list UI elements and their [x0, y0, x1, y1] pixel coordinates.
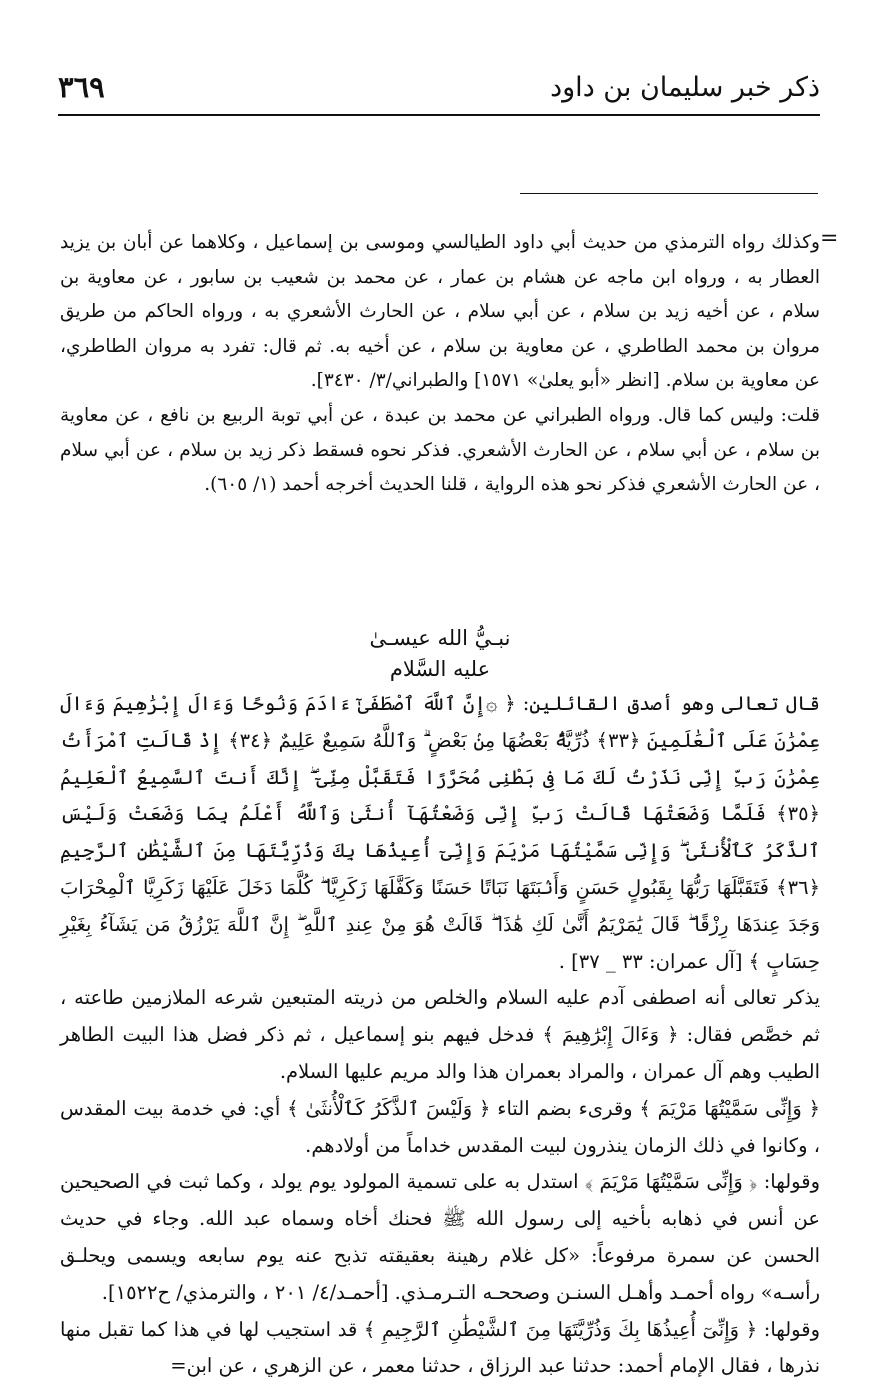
page-number: ٣٦٩	[58, 70, 105, 104]
section-title: نبـيُّ الله عيسـىٰ	[369, 626, 511, 650]
footnote-continuation-mark: =	[820, 226, 839, 251]
header-rule	[58, 114, 820, 116]
footnote-block	[60, 226, 820, 503]
body-paragraph-3: ﴿ وَإِنِّى سَمَّيْتُهَا مَرْيَمَ ﴾ وقرىء بضم التاء ﴿ وَلَيْسَ ٱلذَّكَرُ كَٱلْأُنثَىٰ ﴾ أي: في خدمة بيت المقدس ، وكانوا في ذلك الزمان ينذرون لبيت المقدس خداماً من أولادهم.	[60, 1096, 820, 1157]
footnote-paragraph-1: وكذلك رواه الترمذي من حديث أبي داود الطيالسي وموسى بن إسماعيل ، وكلاهما عن أبان بن يزيد العطار به ، ورواه ابن ماجه عن هشام بن عمار ، عن محمد بن شعيب بن سابور ، عن معاوية بن سلام ، عن أخيه زيد بن سلام ، عن أبي سلام ، عن الحارث الأشعري به ، ورواه الحاكم من طريق مروان بن محمد الطاطري ، عن معاوية بن سلام ، عن أخيه به. ثم قال: تفرد به مروان الطاطري، عن معاوية بن سلام. [انظر «أبو يعلىٰ» ١٥٧١] والطبراني/٣/ ٣٤٣٠].	[60, 232, 820, 392]
footnote-separator-rule	[520, 193, 818, 194]
footnote-paragraph-2: قلت: وليس كما قال. ورواه الطبراني عن محمد بن عبدة ، عن أبي توبة الربيع بن نافع ، عن معاوية بن سلام ، عن أبي سلام ، عن الحارث الأشعري. فذكر نحوه فسقط ذكر زيد بن سلام ، عن أبي سلام ، عن الحارث الأشعري فذكر نحو هذه الرواية ، قلنا الحديث أخرجه أحمد (١/ ٦٠٥).	[60, 404, 820, 496]
page-header	[58, 66, 820, 110]
section-subtitle: عليه السَّلام	[389, 657, 491, 681]
main-text-block	[60, 686, 820, 1385]
body-paragraph-5: وقولها: ﴿ وَإِنِّىٓ أُعِيذُهَا بِكَ وَذُرِّيَّتَهَا مِنَ ٱلشَّيْطَٰنِ ٱلرَّجِيمِ ﴾ قد استجيب لها في هذا كما تقبل منها نذرها ، فقال الإمام أحمد: حدثنا عبد الرزاق ، حدثنا معمر ، عن الزهري ، عن ابن=	[60, 1317, 820, 1378]
body-paragraph-4: وقولها: ﴿ وَإِنِّى سَمَّيْتُهَا مَرْيَمَ ﴾ استدل به على تسمية المولود يوم يولد ، وكما ثبت في الصحيحين عن أنس في ذهابه بأخيه إلى رسول الله ﷺ فحنك أخاه وسماه عبد الله. وجاء في حديث الحسن عن سمرة مرفوعاً: «كل غلام رهينة بعقيقته تذبح عنه يوم سابعه ويسمى ويحلـق رأسـه» رواه أحمـد وأهـل السنـن وصححـه التـرمـذي. [أحمـد/٤/ ٢٠١ ، والترمذي/ ح١٥٢٢].	[60, 1170, 820, 1304]
body-paragraph-1: قال تعالى وهو أصدق القائلين: ﴿ ۞إِنَّ ٱللَّهَ ٱصْطَفَىٰٓ ءَادَمَ وَنُوحًا وَءَالَ إِبْرَٰهِيمَ وَءَالَ عِمْرَٰنَ عَلَى ٱلْعَٰلَمِينَ ﴿٣٣﴾ ذُرِّيَّةًۢ بَعْضُهَا مِنۢ بَعْضٍ ۗ وَٱللَّهُ سَمِيعٌ عَلِيمٌ ﴿٣٤﴾ إِذْ قَالَتِ ٱمْرَأَتُ عِمْرَٰنَ رَبِّ إِنِّى نَذَرْتُ لَكَ مَا فِى بَطْنِى مُحَرَّرًا فَتَقَبَّلْ مِنِّىٓ ۖ إِنَّكَ أَنتَ ٱلسَّمِيعُ ٱلْعَلِيمُ ﴿٣٥﴾ فَلَمَّا وَضَعَتْهَا قَالَتْ رَبِّ إِنِّى وَضَعْتُهَآ أُنثَىٰ وَٱللَّهُ أَعْلَمُ بِمَا وَضَعَتْ وَلَيْسَ ٱلذَّكَرُ كَٱلْأُنثَىٰ ۖ وَإِنِّى سَمَّيْتُهَا مَرْيَمَ وَإِنِّىٓ أُعِيذُهَا بِكَ وَذُرِّيَّتَهَا مِنَ ٱلشَّيْطَٰنِ ٱلرَّجِيمِ ﴿٣٦﴾ فَتَقَبَّلَهَا رَبُّهَا بِقَبُولٍ حَسَنٍ وَأَنۢبَتَهَا نَبَاتًا حَسَنًا وَكَفَّلَهَا زَكَرِيَّا ۖ كُلَّمَا دَخَلَ عَلَيْهَا زَكَرِيَّا ٱلْمِحْرَابَ وَجَدَ عِندَهَا رِزْقًا ۖ قَالَ يَٰمَرْيَمُ أَنَّىٰ لَكِ هَٰذَا ۖ قَالَتْ هُوَ مِنْ عِندِ ٱللَّهِ ۖ إِنَّ ٱللَّهَ يَرْزُقُ مَن يَشَآءُ بِغَيْرِ حِسَابٍ ﴾ [آل عمران: ٣٣ _ ٣٧] .	[60, 692, 821, 973]
running-title: ذكر خبر سليمان بن داود	[550, 72, 820, 103]
body-paragraph-2: يذكر تعالى أنه اصطفى آدم عليه السلام والخلص من ذريته المتبعين شرعه الملازمين طاعته ، ثم خصَّص فقال: ﴿ وَءَالَ إِبْرَٰهِيمَ ﴾ فدخل فيهم بنو إسماعيل ، ثم ذكر فضل هذا البيت الطاهر الطيب وهم آل عمران ، والمراد بعمران هذا والد مريم عليها السلام.	[60, 986, 820, 1083]
section-heading	[60, 623, 820, 685]
